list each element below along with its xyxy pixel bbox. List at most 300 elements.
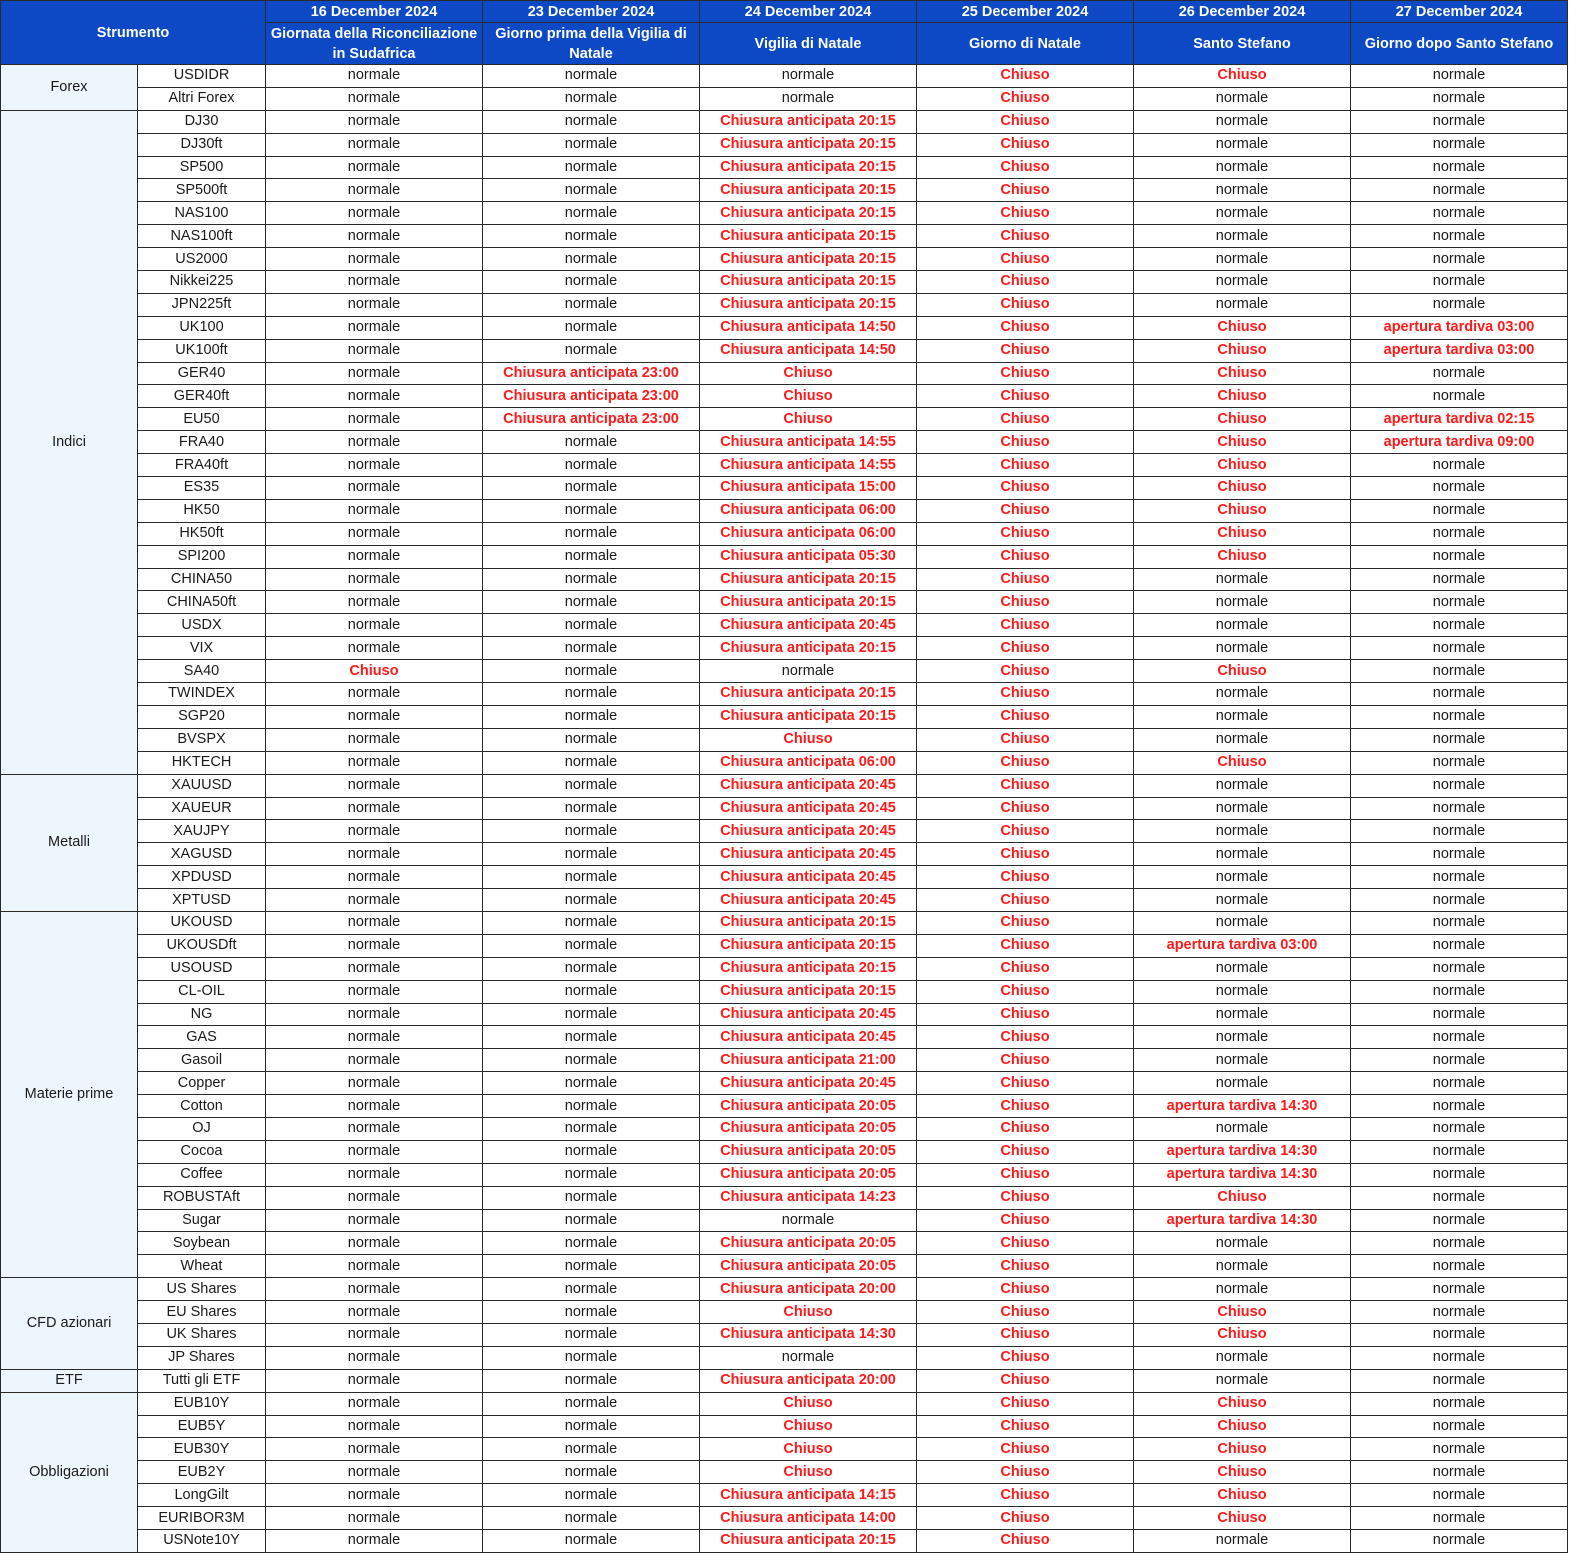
status-cell: Chiusura anticipata 14:55 — [700, 431, 917, 454]
status-cell: normale — [483, 1507, 700, 1530]
status-cell: normale — [266, 866, 483, 889]
status-cell: normale — [1134, 179, 1351, 202]
status-cell: normale — [266, 614, 483, 637]
status-cell: Chiuso — [917, 1507, 1134, 1530]
status-cell: Chiuso — [917, 1530, 1134, 1553]
status-cell: normale — [266, 820, 483, 843]
status-cell: normale — [1351, 1117, 1568, 1140]
instrument-cell: GER40 — [138, 362, 266, 385]
status-cell: Chiuso — [917, 934, 1134, 957]
status-cell: Chiusura anticipata 14:15 — [700, 1484, 917, 1507]
table-row — [1, 1003, 1568, 1026]
status-cell: Chiusura anticipata 20:05 — [700, 1163, 917, 1186]
instrument-cell: CHINA50 — [138, 568, 266, 591]
status-cell: Chiuso — [917, 156, 1134, 179]
status-cell: Chiusura anticipata 20:15 — [700, 202, 917, 225]
status-cell: apertura tardiva 02:15 — [1351, 408, 1568, 431]
status-cell: normale — [1134, 591, 1351, 614]
status-cell: normale — [1134, 797, 1351, 820]
category-cell: Obbligazioni — [1, 1392, 138, 1552]
status-cell: normale — [1134, 1026, 1351, 1049]
status-cell: normale — [1134, 1117, 1351, 1140]
table-row — [1, 87, 1568, 110]
status-cell: Chiuso — [917, 911, 1134, 934]
table-row — [1, 568, 1568, 591]
table-row — [1, 911, 1568, 934]
status-cell: Chiuso — [1134, 499, 1351, 522]
table-row — [1, 1232, 1568, 1255]
instrument-cell: XAUUSD — [138, 774, 266, 797]
status-cell: normale — [1351, 1209, 1568, 1232]
instrument-cell: GAS — [138, 1026, 266, 1049]
table-row — [1, 339, 1568, 362]
status-cell: Chiuso — [700, 362, 917, 385]
table-row — [1, 133, 1568, 156]
status-cell: normale — [483, 1026, 700, 1049]
status-cell: apertura tardiva 14:30 — [1134, 1095, 1351, 1118]
status-cell: normale — [483, 1003, 700, 1026]
status-cell: normale — [483, 87, 700, 110]
status-cell: Chiuso — [917, 591, 1134, 614]
status-cell: Chiuso — [917, 1026, 1134, 1049]
instrument-cell: XPTUSD — [138, 889, 266, 912]
category-cell: CFD azionari — [1, 1278, 138, 1370]
status-cell: normale — [1351, 820, 1568, 843]
instrument-cell: US Shares — [138, 1278, 266, 1301]
status-cell: Chiusura anticipata 20:45 — [700, 866, 917, 889]
instrument-cell: OJ — [138, 1117, 266, 1140]
instrument-cell: SPI200 — [138, 545, 266, 568]
status-cell: normale — [266, 1072, 483, 1095]
status-cell: normale — [1351, 1232, 1568, 1255]
status-cell: Chiuso — [917, 843, 1134, 866]
status-cell: normale — [266, 1003, 483, 1026]
status-cell: Chiuso — [1134, 522, 1351, 545]
status-cell: normale — [1351, 1507, 1568, 1530]
table-header — [1, 1, 1568, 65]
status-cell: normale — [1134, 843, 1351, 866]
status-cell: normale — [483, 637, 700, 660]
instrument-cell: Altri Forex — [138, 87, 266, 110]
instrument-cell: USNote10Y — [138, 1530, 266, 1553]
status-cell: normale — [483, 431, 700, 454]
status-cell: normale — [1134, 271, 1351, 294]
status-cell: normale — [1351, 271, 1568, 294]
status-cell: normale — [483, 1484, 700, 1507]
instrument-cell: USDX — [138, 614, 266, 637]
status-cell: normale — [266, 1026, 483, 1049]
status-cell: normale — [266, 87, 483, 110]
status-cell: normale — [1134, 889, 1351, 912]
status-cell: Chiusura anticipata 20:15 — [700, 156, 917, 179]
status-cell: normale — [1351, 1461, 1568, 1484]
instrument-cell: NAS100 — [138, 202, 266, 225]
status-cell: normale — [1351, 911, 1568, 934]
status-cell: Chiuso — [917, 1072, 1134, 1095]
status-cell: Chiuso — [1134, 385, 1351, 408]
status-cell: normale — [266, 202, 483, 225]
instrument-cell: EURIBOR3M — [138, 1507, 266, 1530]
instrument-cell: EUB30Y — [138, 1438, 266, 1461]
status-cell: Chiuso — [1134, 1415, 1351, 1438]
status-cell: normale — [483, 1117, 700, 1140]
status-cell: apertura tardiva 09:00 — [1351, 431, 1568, 454]
status-cell: normale — [1351, 1484, 1568, 1507]
table-row — [1, 1530, 1568, 1553]
header-holiday-name: Giorno prima della Vigilia di Natale — [483, 23, 700, 65]
instrument-cell: JP Shares — [138, 1346, 266, 1369]
status-cell: normale — [1351, 683, 1568, 706]
instrument-cell: FRA40 — [138, 431, 266, 454]
status-cell: normale — [266, 499, 483, 522]
instrument-cell: LongGilt — [138, 1484, 266, 1507]
status-cell: normale — [266, 751, 483, 774]
table-row — [1, 248, 1568, 271]
status-cell: normale — [1351, 637, 1568, 660]
status-cell: normale — [266, 385, 483, 408]
status-cell: Chiuso — [917, 179, 1134, 202]
instrument-cell: USDIDR — [138, 65, 266, 88]
status-cell: normale — [266, 1301, 483, 1324]
instrument-cell: Gasoil — [138, 1049, 266, 1072]
instrument-cell: Wheat — [138, 1255, 266, 1278]
status-cell: normale — [1134, 293, 1351, 316]
table-row — [1, 980, 1568, 1003]
status-cell: apertura tardiva 14:30 — [1134, 1140, 1351, 1163]
status-cell: normale — [266, 408, 483, 431]
status-cell: normale — [483, 820, 700, 843]
status-cell: Chiuso — [917, 1117, 1134, 1140]
status-cell: normale — [483, 179, 700, 202]
status-cell: Chiuso — [917, 1461, 1134, 1484]
status-cell: Chiuso — [700, 1438, 917, 1461]
table-row — [1, 1140, 1568, 1163]
status-cell: normale — [1134, 1255, 1351, 1278]
status-cell: Chiuso — [1134, 660, 1351, 683]
table-row — [1, 1163, 1568, 1186]
status-cell: Chiusura anticipata 06:00 — [700, 522, 917, 545]
status-cell: Chiuso — [917, 339, 1134, 362]
status-cell: normale — [266, 110, 483, 133]
status-cell: Chiuso — [1134, 431, 1351, 454]
status-cell: Chiuso — [917, 1346, 1134, 1369]
status-cell: normale — [483, 454, 700, 477]
status-cell: normale — [1134, 156, 1351, 179]
status-cell: normale — [266, 522, 483, 545]
instrument-cell: XAUJPY — [138, 820, 266, 843]
instrument-cell: CHINA50ft — [138, 591, 266, 614]
status-cell: Chiuso — [917, 293, 1134, 316]
status-cell: Chiuso — [1134, 477, 1351, 500]
status-cell: normale — [483, 705, 700, 728]
table-row — [1, 1301, 1568, 1324]
status-cell: Chiuso — [917, 705, 1134, 728]
status-cell: Chiusura anticipata 20:05 — [700, 1255, 917, 1278]
status-cell: normale — [483, 1461, 700, 1484]
status-cell: Chiuso — [917, 431, 1134, 454]
status-cell: normale — [266, 911, 483, 934]
status-cell: normale — [483, 248, 700, 271]
status-cell: Chiusura anticipata 20:15 — [700, 133, 917, 156]
table-row — [1, 156, 1568, 179]
status-cell: normale — [483, 591, 700, 614]
status-cell: normale — [266, 293, 483, 316]
status-cell: normale — [1134, 728, 1351, 751]
table-row — [1, 866, 1568, 889]
status-cell: normale — [1351, 568, 1568, 591]
status-cell: Chiuso — [917, 614, 1134, 637]
status-cell: Chiusura anticipata 20:45 — [700, 1003, 917, 1026]
header-holiday-name: Santo Stefano — [1134, 23, 1351, 65]
status-cell: Chiuso — [917, 408, 1134, 431]
status-cell: Chiusura anticipata 06:00 — [700, 751, 917, 774]
status-cell: normale — [266, 1117, 483, 1140]
instrument-cell: US2000 — [138, 248, 266, 271]
category-cell: Metalli — [1, 774, 138, 911]
status-cell: normale — [1351, 248, 1568, 271]
status-cell: normale — [1134, 683, 1351, 706]
header-date: 23 December 2024 — [483, 1, 700, 23]
status-cell: normale — [1134, 911, 1351, 934]
status-cell: normale — [266, 797, 483, 820]
status-cell: normale — [483, 751, 700, 774]
table-row — [1, 1117, 1568, 1140]
status-cell: Chiusura anticipata 20:45 — [700, 614, 917, 637]
status-cell: apertura tardiva 03:00 — [1134, 934, 1351, 957]
instrument-cell: UK100ft — [138, 339, 266, 362]
table-row — [1, 385, 1568, 408]
instrument-cell: XAGUSD — [138, 843, 266, 866]
status-cell: normale — [1351, 1346, 1568, 1369]
status-cell: Chiuso — [917, 1484, 1134, 1507]
status-cell: Chiuso — [700, 385, 917, 408]
header-date: 27 December 2024 — [1351, 1, 1568, 23]
status-cell: Chiuso — [700, 408, 917, 431]
status-cell: normale — [266, 1369, 483, 1392]
status-cell: Chiuso — [917, 980, 1134, 1003]
status-cell: normale — [1134, 1530, 1351, 1553]
status-cell: normale — [1351, 728, 1568, 751]
status-cell: normale — [266, 1232, 483, 1255]
instrument-cell: NAS100ft — [138, 225, 266, 248]
status-cell: normale — [266, 1255, 483, 1278]
status-cell: Chiuso — [266, 660, 483, 683]
status-cell: Chiuso — [917, 1323, 1134, 1346]
status-cell: normale — [483, 1163, 700, 1186]
status-cell: normale — [1134, 110, 1351, 133]
status-cell: normale — [1134, 225, 1351, 248]
status-cell: Chiusura anticipata 14:50 — [700, 316, 917, 339]
status-cell: normale — [483, 1301, 700, 1324]
status-cell: normale — [1134, 1003, 1351, 1026]
status-cell: normale — [483, 957, 700, 980]
table-row — [1, 843, 1568, 866]
status-cell: Chiuso — [1134, 362, 1351, 385]
table-row — [1, 1095, 1568, 1118]
instrument-cell: ES35 — [138, 477, 266, 500]
status-cell: normale — [1134, 133, 1351, 156]
instrument-cell: Tutti gli ETF — [138, 1369, 266, 1392]
status-cell: Chiusura anticipata 05:30 — [700, 545, 917, 568]
status-cell: normale — [1351, 362, 1568, 385]
status-cell: Chiuso — [917, 225, 1134, 248]
status-cell: Chiuso — [917, 545, 1134, 568]
status-cell: normale — [1134, 866, 1351, 889]
status-cell: Chiuso — [1134, 751, 1351, 774]
header-date: 26 December 2024 — [1134, 1, 1351, 23]
instrument-cell: XPDUSD — [138, 866, 266, 889]
table-row — [1, 1209, 1568, 1232]
status-cell: normale — [266, 1392, 483, 1415]
table-row — [1, 957, 1568, 980]
status-cell: normale — [266, 316, 483, 339]
table-row — [1, 774, 1568, 797]
status-cell: normale — [266, 1438, 483, 1461]
status-cell: normale — [483, 1232, 700, 1255]
table-row — [1, 820, 1568, 843]
status-cell: normale — [483, 1415, 700, 1438]
status-cell: normale — [266, 362, 483, 385]
status-cell: normale — [1351, 133, 1568, 156]
status-cell: Chiusura anticipata 20:45 — [700, 820, 917, 843]
instrument-cell: Copper — [138, 1072, 266, 1095]
status-cell: normale — [1351, 1072, 1568, 1095]
status-cell: Chiusura anticipata 20:00 — [700, 1369, 917, 1392]
status-cell: Chiuso — [917, 1369, 1134, 1392]
status-cell: normale — [266, 133, 483, 156]
status-cell: Chiusura anticipata 14:23 — [700, 1186, 917, 1209]
status-cell: Chiusura anticipata 20:15 — [700, 957, 917, 980]
table-row — [1, 1461, 1568, 1484]
status-cell: Chiusura anticipata 20:05 — [700, 1117, 917, 1140]
status-cell: Chiuso — [917, 774, 1134, 797]
table-row — [1, 1392, 1568, 1415]
status-cell: normale — [266, 934, 483, 957]
status-cell: normale — [266, 683, 483, 706]
instrument-cell: UKOUSDft — [138, 934, 266, 957]
status-cell: normale — [483, 1095, 700, 1118]
header-date: 16 December 2024 — [266, 1, 483, 23]
status-cell: Chiuso — [917, 1049, 1134, 1072]
table-row — [1, 637, 1568, 660]
instrument-cell: Soybean — [138, 1232, 266, 1255]
table-row — [1, 889, 1568, 912]
status-cell: normale — [700, 1346, 917, 1369]
status-cell: Chiusura anticipata 20:45 — [700, 1026, 917, 1049]
status-cell: normale — [266, 1049, 483, 1072]
status-cell: Chiuso — [1134, 316, 1351, 339]
status-cell: normale — [483, 911, 700, 934]
instrument-cell: Coffee — [138, 1163, 266, 1186]
status-cell: normale — [1351, 705, 1568, 728]
status-cell: Chiusura anticipata 20:15 — [700, 568, 917, 591]
status-cell: normale — [266, 637, 483, 660]
status-cell: normale — [1351, 1278, 1568, 1301]
table-row — [1, 797, 1568, 820]
status-cell: Chiuso — [1134, 545, 1351, 568]
status-cell: normale — [1134, 614, 1351, 637]
status-cell: normale — [1351, 1140, 1568, 1163]
status-cell: normale — [1351, 1323, 1568, 1346]
status-cell: normale — [483, 797, 700, 820]
status-cell: normale — [1134, 980, 1351, 1003]
table-row — [1, 293, 1568, 316]
status-cell: Chiuso — [917, 1003, 1134, 1026]
status-cell: normale — [266, 568, 483, 591]
status-cell: normale — [483, 1438, 700, 1461]
instrument-cell: Nikkei225 — [138, 271, 266, 294]
status-cell: Chiuso — [1134, 1323, 1351, 1346]
header-holiday-name: Vigilia di Natale — [700, 23, 917, 65]
status-cell: Chiuso — [917, 1415, 1134, 1438]
instrument-cell: FRA40ft — [138, 454, 266, 477]
table-row — [1, 1346, 1568, 1369]
status-cell: Chiuso — [917, 683, 1134, 706]
status-cell: Chiuso — [917, 1438, 1134, 1461]
status-cell: normale — [266, 774, 483, 797]
status-cell: normale — [483, 1209, 700, 1232]
status-cell: normale — [266, 843, 483, 866]
status-cell: Chiuso — [917, 362, 1134, 385]
status-cell: Chiusura anticipata 20:15 — [700, 271, 917, 294]
status-cell: normale — [1351, 1255, 1568, 1278]
status-cell: normale — [1351, 87, 1568, 110]
instrument-cell: USOUSD — [138, 957, 266, 980]
status-cell: Chiuso — [917, 797, 1134, 820]
status-cell: Chiuso — [1134, 1301, 1351, 1324]
status-cell: normale — [1351, 225, 1568, 248]
status-cell: Chiuso — [1134, 1186, 1351, 1209]
status-cell: normale — [483, 1530, 700, 1553]
status-cell: normale — [266, 271, 483, 294]
status-cell: normale — [1351, 797, 1568, 820]
instrument-cell: HK50ft — [138, 522, 266, 545]
status-cell: Chiuso — [917, 316, 1134, 339]
status-cell: normale — [1351, 1438, 1568, 1461]
instrument-cell: Sugar — [138, 1209, 266, 1232]
status-cell: normale — [266, 156, 483, 179]
status-cell: normale — [266, 65, 483, 88]
header-date: 25 December 2024 — [917, 1, 1134, 23]
status-cell: Chiuso — [917, 110, 1134, 133]
status-cell: normale — [1134, 1369, 1351, 1392]
status-cell: normale — [1351, 1301, 1568, 1324]
status-cell: Chiuso — [917, 1140, 1134, 1163]
status-cell: Chiuso — [1134, 1438, 1351, 1461]
status-cell: normale — [1351, 499, 1568, 522]
status-cell: Chiuso — [917, 202, 1134, 225]
table-row — [1, 705, 1568, 728]
status-cell: normale — [483, 1140, 700, 1163]
table-row — [1, 1186, 1568, 1209]
status-cell: normale — [266, 339, 483, 362]
status-cell: normale — [1351, 614, 1568, 637]
status-cell: Chiuso — [917, 866, 1134, 889]
status-cell: normale — [266, 1461, 483, 1484]
table-row — [1, 1323, 1568, 1346]
status-cell: normale — [1134, 637, 1351, 660]
status-cell: normale — [1134, 1346, 1351, 1369]
status-cell: Chiusura anticipata 06:00 — [700, 499, 917, 522]
table-row — [1, 614, 1568, 637]
status-cell: normale — [1351, 889, 1568, 912]
status-cell: normale — [483, 202, 700, 225]
table-row — [1, 751, 1568, 774]
status-cell: normale — [266, 477, 483, 500]
status-cell: normale — [1134, 202, 1351, 225]
status-cell: Chiuso — [917, 637, 1134, 660]
status-cell: normale — [700, 1209, 917, 1232]
